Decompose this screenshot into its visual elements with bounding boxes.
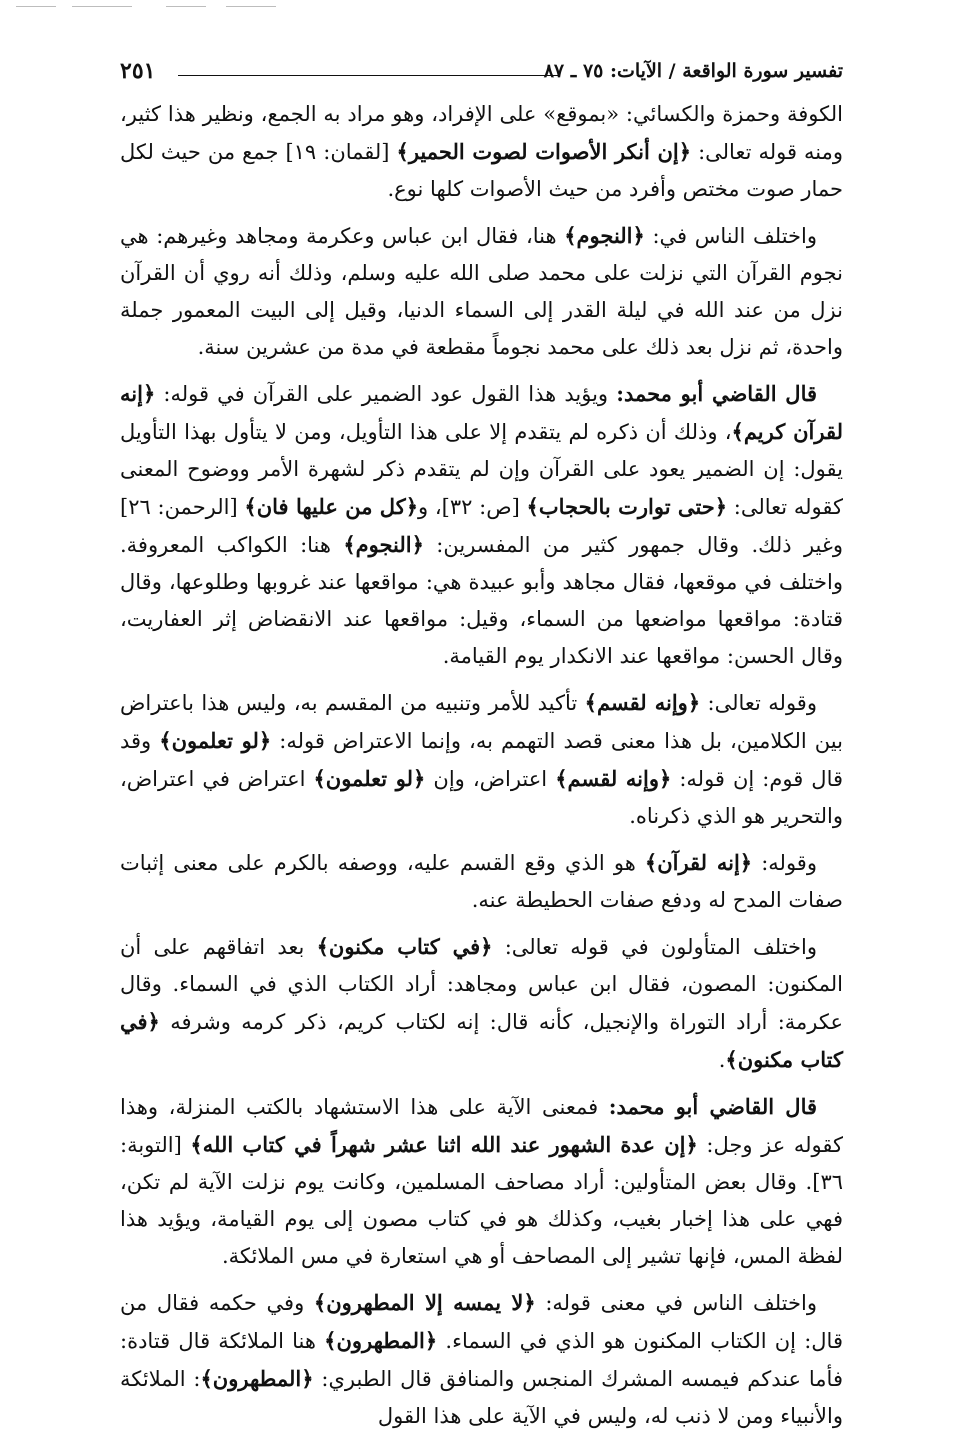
bold-text-run: ﴿النجوم﴾ xyxy=(343,532,424,557)
bold-text-run: ﴿المطهرون﴾ xyxy=(200,1366,314,1391)
text-run: فمعنى الآية على هذا الاستشهاد بالكتب المنزلة، وهذا كقوله عز وجل: xyxy=(120,1095,844,1157)
text-run: الكوفة وحمزة والكسائي: «بموقع» على الإفراد، وهو مراد به الجمع، ونظير هذا كثير، ومنه قوله تعالى: xyxy=(120,102,843,164)
text-run: هو الذي وقع القسم عليه، ووصفه بالكرم على معنى إثبات صفات المدح له ودفع صفات الحطيطة عنه. xyxy=(120,851,843,912)
text-run: تأكيد للأمر وتنبيه من المقسم به، وليس هذا باعتراض بين الكلامين، بل هذا معنى قصد التهمم به، وإنما الاعتراض قوله: xyxy=(120,691,843,753)
text-run: [لقمان: ١٩] جمع من حيث لكل حمار صوت مختص وأفرد من حيث الأصوات كلها نوع. xyxy=(120,140,843,201)
running-header xyxy=(120,58,843,90)
paragraph-4 xyxy=(120,684,843,835)
bold-text-run: ﴿إن أنكر الأصوات لصوت الحمير﴾ xyxy=(396,139,692,164)
bold-text-run: ﴿لا يمسه إلا المطهرون﴾ xyxy=(313,1290,536,1315)
paragraph-8 xyxy=(120,1284,843,1435)
text-run: واختلف الناس في: xyxy=(644,224,817,248)
page-number: ٢٥١ xyxy=(120,58,156,84)
bold-text-run: قال القاضي أبو محمد: xyxy=(616,381,818,406)
text-run: وقوله: xyxy=(752,851,817,875)
text-run: بعد اتفاقهم على أن المكنون: المصون، فقال ابن عباس ومجاهد: أراد الكتاب الذي في السماء. وقال عكرمة: أراد التوراة والإنجيل، كأنه قال: إنه لكتاب كريم، ذكر كرمه وشرفه xyxy=(120,935,843,1034)
text-run: وفي حكمه فقال من قال: إن الكتاب المكنون هو الذي في السماء. xyxy=(120,1291,843,1353)
paragraph-1 xyxy=(120,96,843,208)
bold-text-run: ﴿حتى توارت بالحجاب﴾ xyxy=(526,494,728,519)
bold-text-run: ﴿وإنه لقسم﴾ xyxy=(584,690,701,715)
text-run: واختلف المتأولون في قوله تعالى: xyxy=(492,935,817,959)
text-run: ، وذلك أن ذكره لم يتقدم إلا على هذا التأويل، ومن لا يتأول بهذا التأويل يقول: إن الضمير يعود على القرآن وإن لم يتقدم ذكر لشهرة الأمر ووضوح المعنى كقوله تعالى: xyxy=(120,420,844,519)
bold-text-run: ﴿إنه لقرآن كريم﴾ xyxy=(120,381,843,444)
bold-text-run: ﴿إن عدة الشهور عند الله اثنا عشر شهراً في كتاب الله﴾ xyxy=(190,1132,698,1157)
bold-text-run: ﴿في كتاب مكنون﴾ xyxy=(316,934,493,959)
paragraph-7 xyxy=(120,1088,843,1275)
text-run: هنا الملائكة قال قتادة: فأما عندكم فيمسه المشرك المنجس والمنافق قال الطبري: xyxy=(120,1329,843,1391)
bold-text-run: ﴿لو تعلمون﴾ xyxy=(313,766,426,791)
bold-text-run: ﴿كل من عليها فان﴾ xyxy=(244,494,419,519)
text-run: [الرحمن: ٢٦] وغير ذلك. وقال جمهور كثير من المفسرين: xyxy=(120,495,843,557)
text-run: وقد قال قوم: إن قوله: xyxy=(120,729,844,791)
text-run: [ص: ٣٢]، و xyxy=(418,495,527,519)
header-rule xyxy=(178,75,558,76)
bold-text-run: ﴿وإنه لقسم﴾ xyxy=(555,766,672,791)
scan-edge-marks xyxy=(16,6,296,8)
paragraph-5 xyxy=(120,844,843,919)
bold-text-run: ﴿المطهرون﴾ xyxy=(324,1328,438,1353)
text-run: [التوبة: ٣٦]. وقال بعض المتأولين: أراد مصاحف المسلمين، وكانت يوم نزلت الآية لم تكن، فهي على هذا إخبار بغيب، وكذلك هو في كتاب مصون إلى يوم القيامة، ويؤيد هذا لفظة المس، فإنها تشير إلى المصاحف أو هي استعارة في مس الملائكة. xyxy=(120,1133,843,1268)
text-run: هنا: الكواكب المعروفة. واختلف في موقعها، فقال مجاهد وأبو عبيدة هي: مواقعها عند غروبها وطلوعها، وقال قتادة: مواقعها مواضعها من السماء، وقيل: مواقعها عند الانقضاض إثر العفاريت، وقال الحسن: مواقعها عند الانكدار يوم القيامة. xyxy=(120,533,843,668)
text-run: اعتراض في اعتراض، والتحرير هو الذي ذكرناه. xyxy=(120,767,843,828)
text-run: واختلف الناس في معنى قوله: xyxy=(535,1291,817,1315)
bold-text-run: ﴿إنه لقرآن﴾ xyxy=(644,850,753,875)
text-run: : الملائكة والأنبياء ومن لا ذنب له، وليس في الآية على هذا القول xyxy=(120,1367,843,1428)
text-run: ويؤيد هذا القول عود الضمير على القرآن في قوله: xyxy=(155,382,617,406)
bold-text-run: ﴿لو تعلمون﴾ xyxy=(159,728,272,753)
header-title: تفسير سورة الواقعة / الآيات: ٧٥ ـ ٨٧ xyxy=(543,60,843,82)
text-run: اعتراض، وإن xyxy=(425,767,556,791)
text-run: . xyxy=(718,1048,726,1072)
bold-text-run: ﴿النجوم﴾ xyxy=(564,223,645,248)
bold-text-run: قال القاضي أبو محمد: xyxy=(608,1094,818,1119)
text-run: وقوله تعالى: xyxy=(700,691,817,715)
text-run: هنا، فقال ابن عباس وعكرمة ومجاهد وغيرهم: هي نجوم القرآن التي نزلت على محمد صلى الله عليه وسلم، وذلك أنه روي أن القرآن نزل من عند الله في ليلة القدر إلى السماء الدنيا، وقيل إلى البيت المعمور جملة واحدة، ثم نزل بعد ذلك على محمد نجوماً مقطعة في مدة من عشرين سنة. xyxy=(120,224,843,359)
paragraph-6 xyxy=(120,928,843,1079)
bold-text-run: ﴿في كتاب مكنون﴾ xyxy=(120,1009,843,1072)
paragraph-3 xyxy=(120,375,843,675)
body-text xyxy=(120,96,843,1444)
paragraph-2 xyxy=(120,217,843,366)
